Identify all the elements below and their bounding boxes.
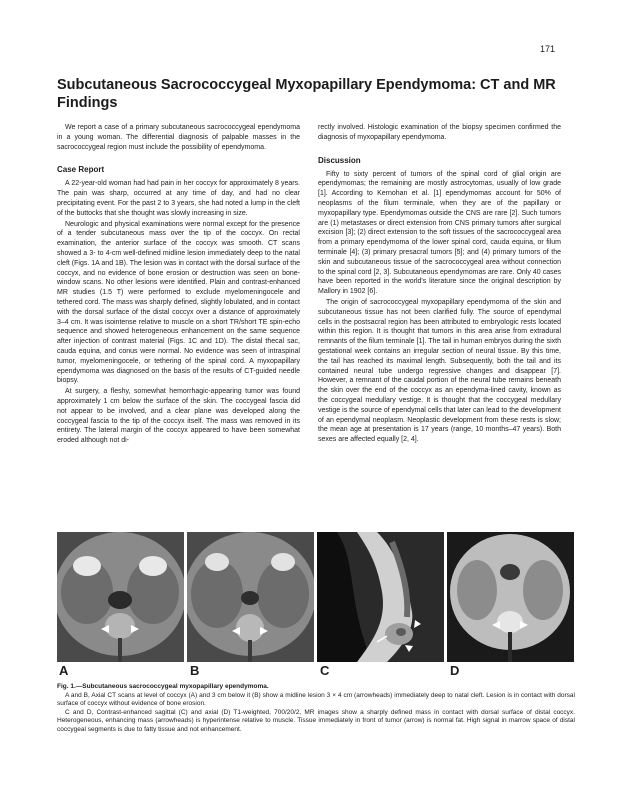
case-report-paragraph-3: At surgery, a fleshy, somewhat hemorrhagic-appearing tumor was found approximately 1 cm below the surface of the skin. The coccygeal fascia did not appear to be involved, and a clear plane was developed along the coccygeal fascia to the tip of the coccyx itself. The mass was removed in its entirety. The lateral margin of the coccyx appeared to have been somewhat eroded although not di- xyxy=(57,388,300,445)
mr-axial-image-d xyxy=(447,532,574,662)
figure-label-c: C xyxy=(320,663,330,678)
page-number: 171 xyxy=(540,44,556,54)
caption-panels-cd: C and D, Contrast-enhanced sagittal (C) and axial (D) T1-weighted, 700/20/2, MR images show a sharply defined mass in contact with dorsal surface of distal coccyx. Heterogeneous, enhancing mass (arrowheads) is hyperintense relative to muscle. Tissue immediately in front of tumor (arrow) is normal fat. High signal in marrow space of distal coccygeal segments is due to fatty tissue and not enhancement. xyxy=(57,708,575,733)
figure-panel-b xyxy=(187,532,314,662)
left-column xyxy=(57,123,300,447)
mr-sagittal-image-c xyxy=(317,532,444,662)
figure-panel-a xyxy=(57,532,184,662)
caption-panels-ab: A and B, Axial CT scans at level of coccyx (A) and 3 cm below it (B) show a midline lesion 3 × 4 cm (arrowheads) immediately deep to natal cleft. Lesion is in contact with dorsal surface of coccyx without evidence of bone erosion. xyxy=(57,691,575,708)
discussion-paragraph-1: Fifty to sixty percent of tumors of the spinal cord of glial origin are ependymomas; the remaining are mostly astrocytomas, usually of low grade [1]. According to Kernohan et al. [1] ependymomas account for 50% of neoplasms of the filum terminale, when they are of the papillary or myxopapillary type. Ependymomas outside the CNS are rare [2]. Such tumors are (1) metastases or direct extension from CNS primary tumors after surgical excision [3]; (2) direct extension to the soft tissues of the sacrococcygeal area from a primary ependymoma of the lower spinal cord, cauda equina, or filum terminale [4]; (3) primary presacral tumors [5]; and (4) primary tumors of the skin and subcutaneous tissue of the sacrococcygeal area without connection to the spinal cord [2, 3]. Subcutaneous ependymomas are rare. Only 40 cases have been reported in the world's literature since the original description by Mallory in 1902 [6]. xyxy=(318,170,561,296)
case-report-paragraph-1: A 22-year-old woman had had pain in her coccyx for approximately 8 years. The pain was sharp, occurred at any time of day, and had no clear precipitating event. For the past 2 to 3 years, she had noted a lump in the cleft of the buttocks that she thought was slowly increasing in size. xyxy=(57,180,300,217)
article-title: Subcutaneous Sacrococcygeal Myxopapillary Ependymoma: CT and MR Findings xyxy=(57,77,556,111)
figure-caption xyxy=(57,683,575,735)
figure-label-a: A xyxy=(59,663,69,678)
figure-panel-c xyxy=(317,532,444,662)
figure-1 xyxy=(57,532,575,680)
figure-label-d: D xyxy=(450,663,460,678)
case-report-heading: Case Report xyxy=(57,165,105,175)
figure-label-b: B xyxy=(190,663,200,678)
discussion-paragraph-2: The origin of sacrococcygeal myxopapillary ependymoma of the skin and subcutaneous tissue has not been clarified fully. The source of ependymal cells in the postsacral region has been attributed to embryologic rests located within this region. It is thought that tumors in this area arise from extradural remnants of the filum terminale [1]. The tail in human embryos during the sixth gestational week contains an irregular section of neural tissue. By this time, the tail has reached its maximal length. Subsequently, both the tail and its contained neural tube undergo regressive changes and disappear [7]. However, a remnant of the caudal portion of the neural tube remains beneath the skin over the end of the coccyx as an ependyma-lined cavity, known as the coccygeal medullary vestige. It is thought that the coccygeal medullary vestige is the source of ependymal cells that later can lead to the development of an ependymal neoplasm. Neoplastic development from these rests is slow; the mean age at presentation is 17 years (range, 10 months–47 years). Both sexes are affected equally [2, 4]. xyxy=(318,298,561,444)
ct-axial-image-b xyxy=(187,532,314,662)
abstract-left: We report a case of a primary subcutaneous sacrococcygeal ependymoma in a young woman. The differential diagnosis of palpable masses in the sacrococcygeal region must include the possibility of ependymoma. xyxy=(57,124,300,151)
caption-title: Fig. 1.—Subcutaneous sacrococcygeal myxopapillary ependymoma. xyxy=(57,683,269,690)
figure-panel-d xyxy=(447,532,574,662)
right-column xyxy=(318,123,561,446)
discussion-heading: Discussion xyxy=(318,155,361,165)
ct-axial-image-a xyxy=(57,532,184,662)
case-report-paragraph-2: Neurologic and physical examinations were normal except for the presence of a tender subcutaneous mass over the tip of the coccyx. On rectal examination, the anterior surface of the coccyx was smooth. CT scans showed a 3- to 4-cm well-defined midline lesion immediately deep to the natal cleft (Figs. 1A and 1B). The lesion was in contact with the dorsal surface of the coccyx, and no evidence of bone erosion or destruction was seen on bone-window scans. No other lesions were identified. Plain and contrast-enhanced MR studies (1.5 T) were performed to exclude myelomeningocele and tethered cord. The mass was sharply defined, slightly lobulated, and in contact with the dorsal surface of the distal coccyx over a distance of approximately 3–4 cm. It was isointense relative to muscle on a short TR/short TE spin-echo sequence and showed heterogeneous enhancement on the same sequence after injection of contrast material (Figs. 1C and 1D). The distal thecal sac, cauda equina, and conus were normal. No evidence was seen of intraspinal tumor, myelomeningocele, or tethering of the spinal cord. A myxopapillary ependymoma was diagnosed on the basis of the results of CT-guided needle biopsy. xyxy=(57,220,300,385)
abstract-right: rectly involved. Histologic examination of the biopsy specimen confirmed the diagnosis of myxopapillary ependymoma. xyxy=(318,124,561,141)
